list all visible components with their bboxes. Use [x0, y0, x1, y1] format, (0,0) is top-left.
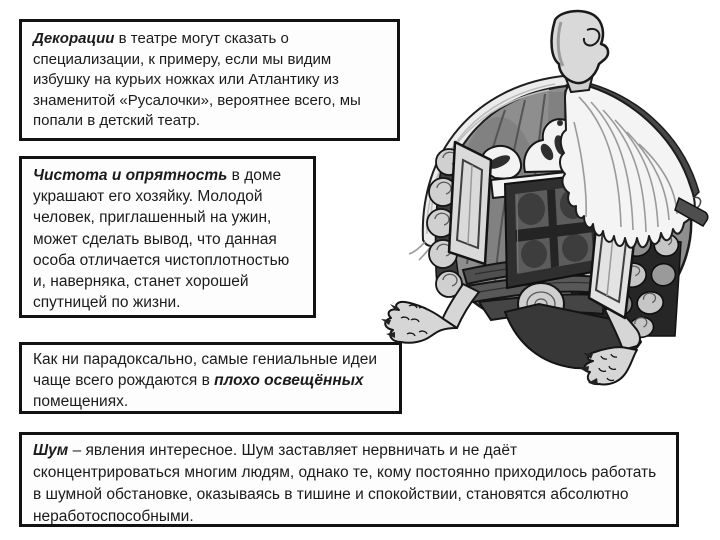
- textbox-decorations-paragraph: [33, 29, 386, 132]
- text-segment: Чистота и опрятность: [33, 167, 228, 184]
- text-segment: плохо освещённых: [214, 371, 364, 389]
- window-shutter-left: [449, 142, 491, 264]
- textbox-noise-paragraph: [33, 440, 665, 528]
- textbox-ideas: [19, 342, 402, 414]
- text-segment: – явления интересное. Шум заставляет нервничать и не даёт сконцентрироваться многим людям, однако те, кому постоянно приходилось работать в шумной обстановке, оказываясь в тишине и спокойствии, становятся абсолютно неработоспособными.: [33, 442, 657, 525]
- textbox-cleanliness-paragraph: [33, 165, 302, 313]
- text-segment: помещениях.: [33, 392, 129, 410]
- text-segment: в театре могут сказать о специализации, к примеру, если мы видим избушку на курьих ножках или Атлантику из знаменитой «Русалочки», вероятнее всего, мы попали в детский театр.: [33, 30, 361, 130]
- text-segment: в доме украшают его хозяйку. Молодой человек, приглашенный на ужин, может сделать вывод, что данная особа отличается чистоплотностью и, наверняка, станет хорошей спутницей по жизни.: [33, 167, 290, 312]
- textbox-decorations: [19, 19, 400, 141]
- chicken-leg-left: [381, 284, 479, 343]
- text-segment: Декорации: [33, 30, 115, 47]
- textbox-noise: [19, 432, 679, 527]
- textbox-ideas-paragraph: [33, 350, 388, 412]
- text-segment: Шум: [33, 442, 69, 459]
- text-segment: Как ни парадоксально, самые гениальные идеи чаще всего рождаются в: [33, 351, 378, 389]
- hut-on-chicken-legs-icon: [376, 2, 712, 402]
- textbox-cleanliness: [19, 156, 316, 318]
